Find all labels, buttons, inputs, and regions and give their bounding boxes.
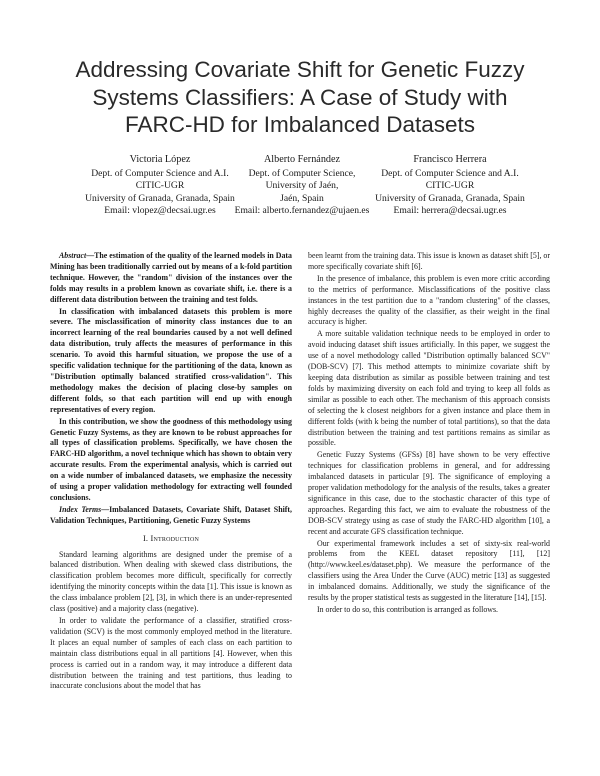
title-line: FARC-HD for Imbalanced Datasets <box>124 112 476 137</box>
author-affiliation: CITIC-UGR <box>425 180 475 192</box>
body-paragraph: In order to do so, this contribution is arranged as follows. <box>317 605 499 614</box>
author-affiliation: CITIC-UGR <box>135 180 185 192</box>
author-name: Victoria López <box>129 154 191 165</box>
index-terms: Index Terms—Imbalanced Datasets, Covariate Shift, Dataset Shift, Validation Techniques, Partitioning, Genetic Fuzzy Systems <box>50 504 292 525</box>
author-affiliation: Dept. of Computer Science and A.I. <box>91 168 229 180</box>
abstract <box>50 251 292 527</box>
body-paragraph: In the presence of imbalance, this problem is even more critic according to the metrics of performance. Misclassifications of the positive class instances in the test partition due to a "random clustering" of the classes, highly decreases the quality of the classifier, as their weight in the final accuracy is higher. <box>308 273 550 327</box>
author-name: Alberto Fernández <box>263 154 341 165</box>
abstract-paragraph: In this contribution, we show the goodness of this methodology using Genetic Fuzzy Systems, as they are known to be robust approaches for all types of classification problems. Specifically, we have chosen the FARC-HD algorithm, a novel technique which has shown to obtain very accurate results. From the experimental analysis, which is carried out on a wide number of imbalanced datasets, we emphasize the necessity of using a proper validation methodology for extracting well founded conclusions. <box>50 416 292 502</box>
author-email: Email: alberto.fernandez@ujaen.es <box>234 204 370 216</box>
body-paragraph: Genetic Fuzzy Systems (GFSs) [8] have shown to be very effective techniques for classification problems in general, and for addressing imbalanced datasets in particular [9]. The significance of employing a proper validation methodology for the analysis of the results, takes a greater significance in this case, due to the stochastic character of this type of approaches. Regarding this fact, we aim to evaluate the robustness of the DOB-SCV strategy using as case of study the FARC-HD algorithm [10], a recent and accurate GFS classification technique. <box>308 450 550 536</box>
author-name: Francisco Herrera <box>413 154 487 165</box>
paper-title <box>40 56 560 139</box>
author-affiliation: Dept. of Computer Science and A.I. <box>381 168 519 180</box>
title-line: Addressing Covariate Shift for Genetic Fuzzy <box>75 57 525 82</box>
author-affiliation: Jaén, Spain <box>280 192 324 204</box>
abstract-paragraph: Abstract—The estimation of the quality of the learned models in Data Mining has been traditionally carried out by means of a k-fold partition technique. However, the "random" division of the instances over the folds may results in a problem known as covariate shift, i.e. there is a different data distribution between the training and test folds. <box>50 251 292 304</box>
author-affiliation: University of Jaén, <box>265 180 339 192</box>
author-affiliation: University of Granada, Granada, Spain <box>85 192 235 204</box>
author-email: Email: vlopez@decsai.ugr.es <box>104 204 216 216</box>
body-paragraph: In order to validate the performance of a classifier, stratified cross-validation (SCV) is the most commonly employed method in the literature. It places an equal number of samples of each class on each partition to maintain class distributions equal in all partitions [4]. However, when this process is carried out in a random way, it may introduce a different data distribution between the training and test partitions, thus leading to inaccurate conclusions about the model that has <box>50 616 292 691</box>
body-paragraph: Standard learning algorithms are designed under the premise of a balanced distribution. When dealing with skewed class distributions, the classification problem becomes more difficult, specifically for correctly identifying the minority concepts within the data [1]. This issue is known as the class imbalance problem [2], [3], in which there is an under-represented class (positive) and a majority class (negative). <box>50 549 292 614</box>
left-column <box>50 251 292 693</box>
title-line: Systems Classifiers: A Case of Study with <box>92 84 508 110</box>
body-paragraph: A more suitable validation technique needs to be employed in order to avoid inducing dataset shift issues artificially. In this paper, we suggest the use of a novel methodology called "Distribution optimally balanced SCV" (DOB-SCV) [7]. This method attempts to minimize covariate shift by keeping data distribution as similar as possible between training and test folds by maximizing diversity on each fold and trying to keep all folds as similar as possible to each other. The mechanism of this approach consists of selecting the k closest neighbors for a given instance and place them in different folds (with k being the number of total partitions), so that the data distribution between the training and test partitions remains as similar as possible. <box>308 329 550 448</box>
abstract-paragraph: In classification with imbalanced datasets this problem is more severe. The misclassification of minority class instances due to an incorrect learning of the real boundaries caused by a not well defined data distribution, truly affects the measures of performance in this scenario. To avoid this harmful situation, we propose the use of a specific validation technique for the partitioning of the data, known as "Distribution optimally balanced stratified cross-validation". This methodology makes the decision of placing close-by samples on different folds, so that each partition will end up with enough representatives of every region. <box>50 306 292 414</box>
section-heading: I. Introduction <box>142 533 200 543</box>
author-block-fernandez <box>222 154 382 217</box>
abstract-label: Abstract <box>59 251 87 260</box>
body-paragraph: Our experimental framework includes a set of sixty-six real-world problems from the KEEL dataset repository [11], [12] (http://www.keel.es/dataset.php). We measure the performance of the classifiers using the Area Under the Curve (AUC) metric [13] as suggested in imbalanced domains. Additionally, we study the significance of the results by the proper statistical tests as suggested in the literature [14], [15]. <box>308 538 550 603</box>
author-affiliation: University of Granada, Granada, Spain <box>375 192 525 204</box>
author-block-herrera <box>360 154 540 217</box>
right-column <box>308 251 550 617</box>
author-affiliation: Dept. of Computer Science, <box>248 168 356 180</box>
body-paragraph: been learnt from the training data. This issue is known as dataset shift [5], or more specifically covariate shift [6]. <box>308 251 550 271</box>
index-terms-label: Index Terms <box>59 504 102 514</box>
author-email: Email: herrera@decsai.ugr.es <box>393 204 507 216</box>
